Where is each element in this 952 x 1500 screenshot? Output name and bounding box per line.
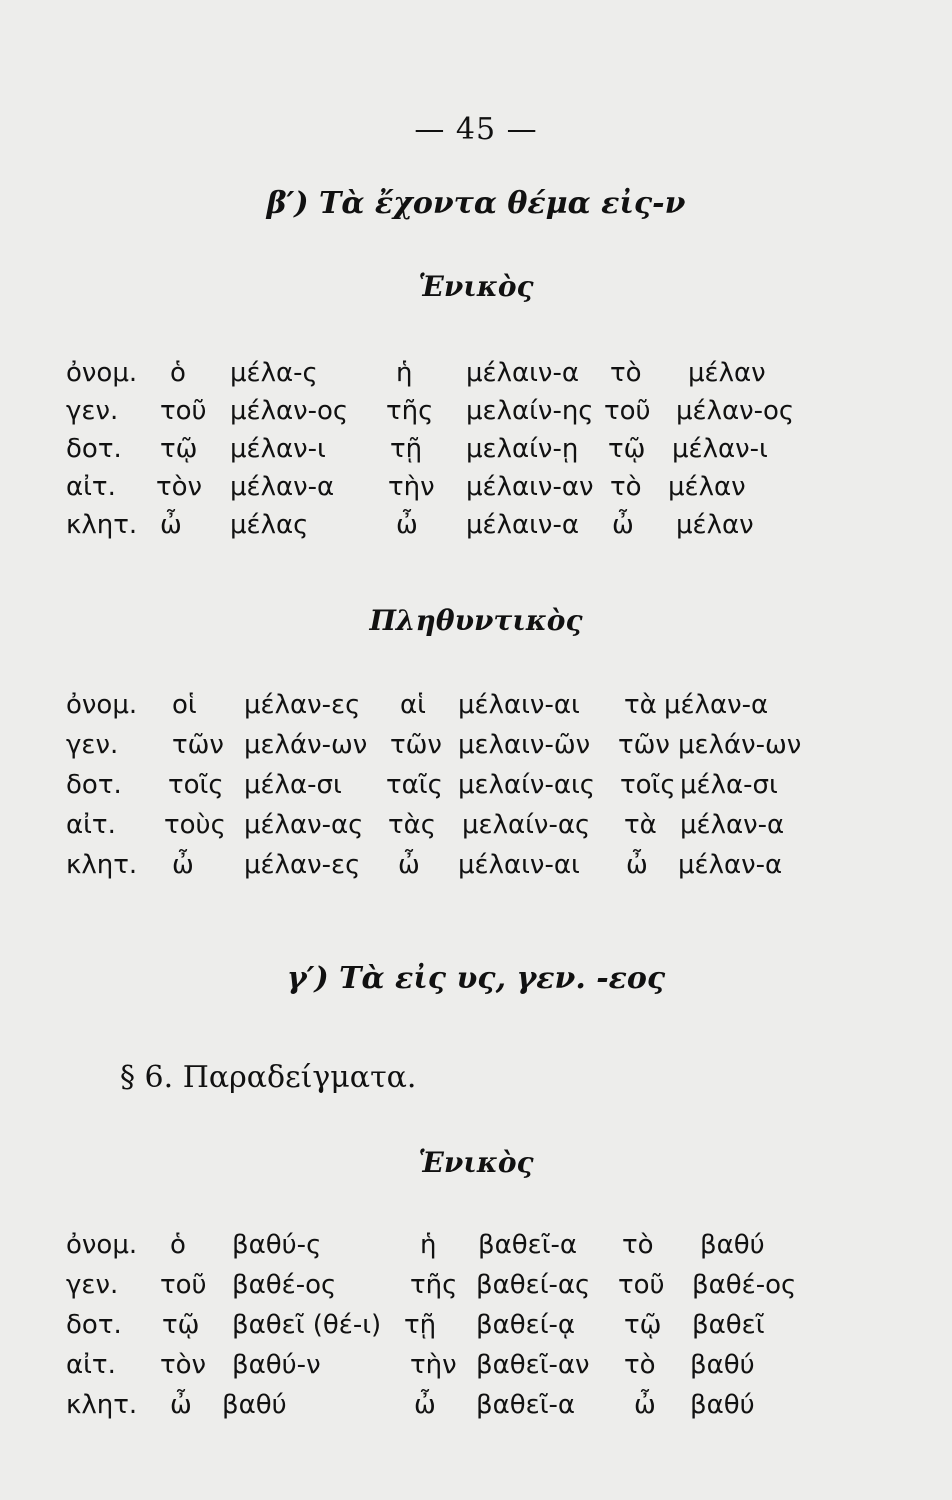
table-row <box>0 1310 952 1350</box>
case-label: γεν. <box>66 396 119 426</box>
article-fem: τῶν <box>390 730 442 760</box>
form-neut: βαθέ-ος <box>692 1270 797 1300</box>
singular-subheading-2: Ἑνικὸς <box>418 1146 534 1179</box>
case-label: δοτ. <box>66 770 122 800</box>
case-label: κλητ. <box>66 1390 138 1420</box>
article-masc: τῷ <box>160 434 198 464</box>
case-label: γεν. <box>66 1270 119 1300</box>
form-neut: μέλαν-ι <box>672 434 768 464</box>
article-neut: τοῦ <box>604 396 651 426</box>
form-neut: μέλαν-α <box>678 850 783 880</box>
case-label: κλητ. <box>66 850 138 880</box>
form-masc: μέλα-ς <box>230 358 318 388</box>
declension-table-plural-melas <box>0 690 952 890</box>
form-neut: βαθύ <box>700 1230 765 1260</box>
article-neut: τῶν <box>618 730 670 760</box>
article-masc: ὦ <box>170 1390 192 1420</box>
table-row <box>0 690 952 730</box>
table-row <box>0 1390 952 1430</box>
form-neut: μέλα-σι <box>680 770 778 800</box>
article-fem: ταῖς <box>386 770 443 800</box>
case-label: αἰτ. <box>66 472 116 502</box>
case-label: ὀνομ. <box>66 358 138 388</box>
article-masc: τῷ <box>162 1310 200 1340</box>
form-masc: βαθέ-ος <box>232 1270 337 1300</box>
article-masc: οἱ <box>172 690 197 720</box>
declension-table-singular-bathys <box>0 1230 952 1430</box>
form-masc: μέλαν-ας <box>244 810 364 840</box>
article-fem: ἡ <box>396 358 413 388</box>
article-fem: τῆς <box>410 1270 458 1300</box>
form-masc: μέλας <box>230 510 309 540</box>
form-masc: μέλα-σι <box>244 770 342 800</box>
article-neut: τὰ <box>624 810 657 840</box>
article-masc: ὁ <box>170 1230 186 1260</box>
form-masc: βαθύ-ς <box>232 1230 322 1260</box>
form-fem: μελαίν-αις <box>458 770 596 800</box>
table-row <box>0 850 952 890</box>
table-row <box>0 396 952 434</box>
form-neut: μέλαν-ος <box>676 396 795 426</box>
form-neut: μέλαν <box>688 358 766 388</box>
case-label: αἰτ. <box>66 1350 116 1380</box>
article-neut: ὦ <box>612 510 634 540</box>
form-fem: βαθεί-ᾳ <box>476 1310 576 1340</box>
form-masc: βαθύ <box>222 1390 287 1420</box>
article-fem: αἱ <box>400 690 426 720</box>
form-neut: μελάν-ων <box>678 730 802 760</box>
table-row <box>0 510 952 548</box>
case-label: ὀνομ. <box>66 1230 138 1260</box>
article-neut: τὰ <box>624 690 657 720</box>
paragraph-examples: § 6. Παραδείγματα. <box>120 1060 417 1095</box>
form-fem: μελαίν-ης <box>466 396 594 426</box>
form-fem: μέλαιν-α <box>466 510 579 540</box>
case-label: κλητ. <box>66 510 138 540</box>
form-masc: μέλαν-ες <box>244 690 361 720</box>
article-fem: ὦ <box>398 850 420 880</box>
table-row <box>0 810 952 850</box>
form-fem: μελαίν-ας <box>462 810 591 840</box>
case-label: ὀνομ. <box>66 690 138 720</box>
plural-subheading: Πληθυντικὸς <box>369 604 583 637</box>
article-neut: τὸ <box>610 358 642 388</box>
article-fem: τῇ <box>404 1310 437 1340</box>
article-masc: τοῖς <box>168 770 224 800</box>
table-row <box>0 1350 952 1390</box>
form-masc: μέλαν-ος <box>230 396 349 426</box>
form-fem: μέλαιν-α <box>466 358 579 388</box>
form-fem: μελαίν-ῃ <box>466 434 579 464</box>
article-neut: ὦ <box>634 1390 656 1420</box>
article-neut: τὸ <box>610 472 642 502</box>
form-masc: μελάν-ων <box>244 730 368 760</box>
article-masc: τῶν <box>172 730 224 760</box>
article-neut: τὸ <box>624 1350 656 1380</box>
article-masc: ὁ <box>170 358 186 388</box>
form-neut: βαθύ <box>690 1390 755 1420</box>
form-neut: μέλαν <box>676 510 754 540</box>
form-masc: βαθεῖ (θέ-ι) <box>232 1310 382 1340</box>
article-neut: τὸ <box>622 1230 654 1260</box>
form-neut: μέλαν <box>668 472 746 502</box>
section-heading-gamma: γ′) Τὰ εἰς υς, γεν. -εος <box>286 961 666 996</box>
case-label: δοτ. <box>66 434 122 464</box>
form-neut: βαθύ <box>690 1350 755 1380</box>
table-row <box>0 730 952 770</box>
article-fem: ἡ <box>420 1230 437 1260</box>
article-neut: τῷ <box>624 1310 662 1340</box>
table-row <box>0 472 952 510</box>
declension-table-singular-melas <box>0 358 952 548</box>
article-masc: ὦ <box>160 510 182 540</box>
table-row <box>0 358 952 396</box>
form-fem: μελαιν-ῶν <box>458 730 591 760</box>
article-neut: τοῦ <box>618 1270 665 1300</box>
article-masc: τὸν <box>160 1350 207 1380</box>
case-label: δοτ. <box>66 1310 122 1340</box>
table-row <box>0 434 952 472</box>
case-label: γεν. <box>66 730 119 760</box>
article-neut: ὦ <box>626 850 648 880</box>
article-neut: τοῖς <box>620 770 676 800</box>
article-fem: τὴν <box>388 472 435 502</box>
form-masc: μέλαν-α <box>230 472 335 502</box>
form-neut: βαθεῖ <box>692 1310 765 1340</box>
singular-subheading-1: Ἑνικὸς <box>418 270 534 303</box>
article-masc: τοῦ <box>160 396 207 426</box>
page-number: — 45 — <box>414 112 538 147</box>
form-fem: βαθεῖ-α <box>476 1390 576 1420</box>
article-fem: τὴν <box>410 1350 457 1380</box>
article-masc: ὦ <box>172 850 194 880</box>
article-fem: τῇ <box>390 434 423 464</box>
article-fem: ὦ <box>414 1390 436 1420</box>
article-neut: τῷ <box>608 434 646 464</box>
article-masc: τοῦ <box>160 1270 207 1300</box>
case-label: αἰτ. <box>66 810 116 840</box>
form-fem: μέλαιν-αν <box>466 472 594 502</box>
article-fem: ὦ <box>396 510 418 540</box>
form-fem: βαθεί-ας <box>476 1270 591 1300</box>
form-masc: μέλαν-ι <box>230 434 326 464</box>
section-heading-beta: β′) Τὰ ἔχοντα θέμα εἰς-ν <box>266 186 686 221</box>
table-row <box>0 770 952 810</box>
article-masc: τὸν <box>156 472 203 502</box>
article-fem: τὰς <box>388 810 437 840</box>
form-masc: βαθύ-ν <box>232 1350 321 1380</box>
form-neut: μέλαν-α <box>680 810 785 840</box>
article-masc: τοὺς <box>164 810 226 840</box>
form-fem: μέλαιν-αι <box>458 850 580 880</box>
form-fem: βαθεῖ-α <box>478 1230 578 1260</box>
article-fem: τῆς <box>386 396 434 426</box>
form-fem: μέλαιν-αι <box>458 690 580 720</box>
table-row <box>0 1230 952 1270</box>
table-row <box>0 1270 952 1310</box>
form-masc: μέλαν-ες <box>244 850 361 880</box>
form-neut: μέλαν-α <box>664 690 769 720</box>
form-fem: βαθεῖ-αν <box>476 1350 590 1380</box>
